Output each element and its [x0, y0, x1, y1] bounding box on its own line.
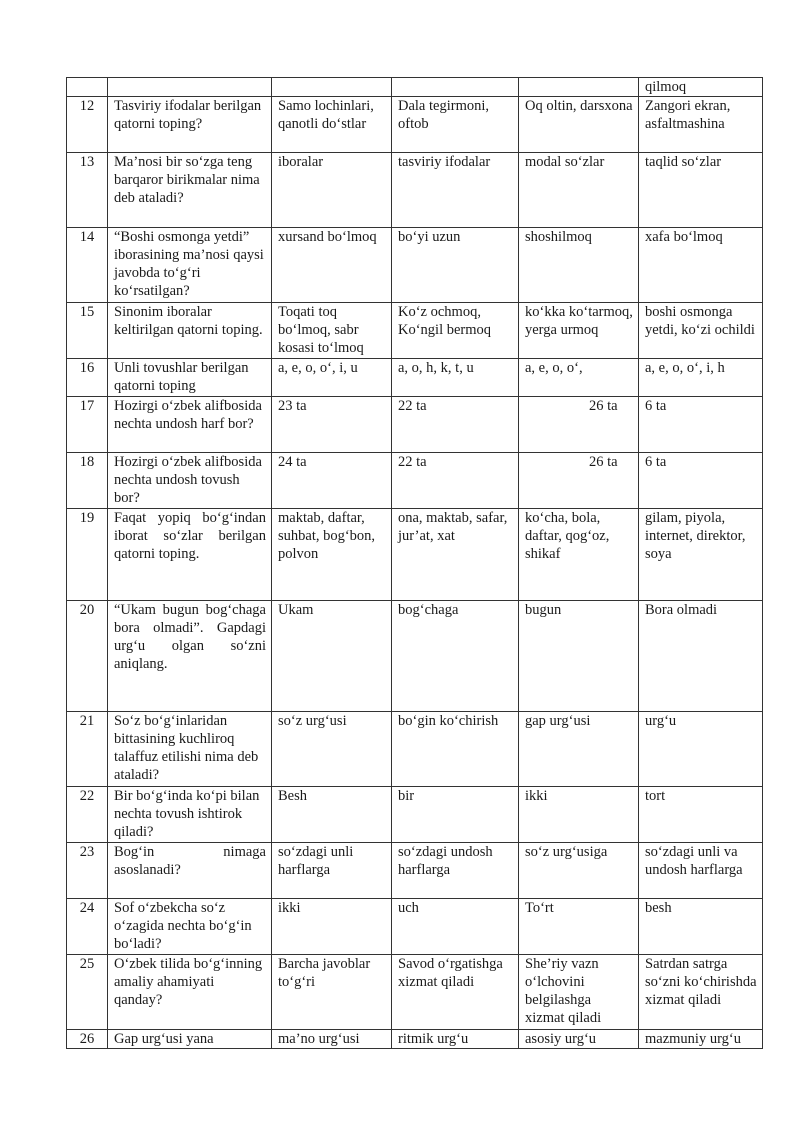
question-number: 18	[67, 453, 108, 509]
question-number: 20	[67, 601, 108, 712]
option-a: ma’no urg‘usi	[272, 1030, 392, 1049]
table-row	[67, 899, 763, 955]
option-d: Bora olmadi	[639, 601, 763, 712]
option-b: Savod o‘rgatishga xizmat qiladi	[392, 955, 519, 1030]
table-row	[67, 453, 763, 509]
option-a: so‘zdagi unli harflarga	[272, 843, 392, 899]
table-row	[67, 97, 763, 153]
table-row	[67, 601, 763, 712]
question-text: “Ukam bugun bog‘chaga bora olmadi”. Gapdagi urg‘u olgan so‘zni aniqlang.	[108, 601, 272, 712]
option-c: shoshilmoq	[519, 228, 639, 303]
option-c: ko‘kka ko‘tarmoq, yerga urmoq	[519, 303, 639, 359]
question-number: 14	[67, 228, 108, 303]
question-number: 24	[67, 899, 108, 955]
option-b: bog‘chaga	[392, 601, 519, 712]
question-number: 13	[67, 153, 108, 228]
question-text	[108, 78, 272, 97]
question-number: 25	[67, 955, 108, 1030]
option-d: mazmuniy urg‘u	[639, 1030, 763, 1049]
question-number: 12	[67, 97, 108, 153]
option-d: Zangori ekran, asfaltmashina	[639, 97, 763, 153]
option-d: urg‘u	[639, 712, 763, 787]
question-number: 26	[67, 1030, 108, 1049]
option-b: bo‘gin ko‘chirish	[392, 712, 519, 787]
option-c: bugun	[519, 601, 639, 712]
option-d: besh	[639, 899, 763, 955]
option-b	[392, 78, 519, 97]
question-text: Bog‘in nimaga asoslanadi?	[108, 843, 272, 899]
question-number: 23	[67, 843, 108, 899]
option-a: maktab, daftar, suhbat, bog‘bon, polvon	[272, 509, 392, 601]
option-d: taqlid so‘zlar	[639, 153, 763, 228]
quiz-table	[66, 77, 763, 1049]
option-c: gap urg‘usi	[519, 712, 639, 787]
option-a: xursand bo‘lmoq	[272, 228, 392, 303]
option-b: Dala tegirmoni, oftob	[392, 97, 519, 153]
question-text: So‘z bo‘g‘inlaridan bittasining kuchliroq talaffuz etilishi nima deb ataladi?	[108, 712, 272, 787]
table-row	[67, 228, 763, 303]
option-b: ona, maktab, safar, jur’at, xat	[392, 509, 519, 601]
option-a: Besh	[272, 787, 392, 843]
option-a: Toqati toq bo‘lmoq, sabr kosasi to‘lmoq	[272, 303, 392, 359]
option-d: qilmoq	[639, 78, 763, 97]
option-c: asosiy urg‘u	[519, 1030, 639, 1049]
option-d: 6 ta	[639, 397, 763, 453]
option-a: Barcha javoblar to‘g‘ri	[272, 955, 392, 1030]
question-number	[67, 78, 108, 97]
option-b: 22 ta	[392, 397, 519, 453]
option-d: a, e, o, o‘, i, h	[639, 359, 763, 397]
table-row	[67, 712, 763, 787]
question-text: Hozirgi o‘zbek alifbosida nechta undosh harf bor?	[108, 397, 272, 453]
table-row	[67, 153, 763, 228]
option-a: Ukam	[272, 601, 392, 712]
option-b: Ko‘z ochmoq, Ko‘ngil bermoq	[392, 303, 519, 359]
option-b: uch	[392, 899, 519, 955]
option-c: a, e, o, o‘,	[519, 359, 639, 397]
option-c: modal so‘zlar	[519, 153, 639, 228]
option-c: 26 ta	[519, 453, 639, 509]
question-number: 21	[67, 712, 108, 787]
table-row	[67, 1030, 763, 1049]
table-row	[67, 78, 763, 97]
question-text: Tasviriy ifodalar berilgan qatorni toping?	[108, 97, 272, 153]
question-text: Unli tovushlar berilgan qatorni toping	[108, 359, 272, 397]
option-c: Oq oltin, darsxona	[519, 97, 639, 153]
question-number: 15	[67, 303, 108, 359]
table-row	[67, 509, 763, 601]
option-c	[519, 78, 639, 97]
question-number: 19	[67, 509, 108, 601]
question-text: Faqat yopiq bo‘g‘indan iborat so‘zlar berilgan qatorni toping.	[108, 509, 272, 601]
table-row	[67, 955, 763, 1030]
question-text: Ma’nosi bir so‘zga teng barqaror birikmalar nima deb ataladi?	[108, 153, 272, 228]
question-text: O‘zbek tilida bo‘g‘inning amaliy ahamiyati qanday?	[108, 955, 272, 1030]
table-row	[67, 397, 763, 453]
option-c: so‘z urg‘usiga	[519, 843, 639, 899]
option-b: tasviriy ifodalar	[392, 153, 519, 228]
question-text: Hozirgi o‘zbek alifbosida nechta undosh tovush bor?	[108, 453, 272, 509]
option-c: ko‘cha, bola, daftar, qog‘oz, shikaf	[519, 509, 639, 601]
option-a	[272, 78, 392, 97]
option-b: ritmik urg‘u	[392, 1030, 519, 1049]
question-number: 17	[67, 397, 108, 453]
question-text: Sinonim iboralar keltirilgan qatorni toping.	[108, 303, 272, 359]
option-a: 23 ta	[272, 397, 392, 453]
question-text: “Boshi osmonga yetdi” iborasining ma’nosi qaysi javobda to‘g‘ri ko‘rsatilgan?	[108, 228, 272, 303]
option-d: tort	[639, 787, 763, 843]
option-b: 22 ta	[392, 453, 519, 509]
question-number: 16	[67, 359, 108, 397]
option-d: xafa bo‘lmoq	[639, 228, 763, 303]
option-b: bo‘yi uzun	[392, 228, 519, 303]
option-b: bir	[392, 787, 519, 843]
option-d: so‘zdagi unli va undosh harflarga	[639, 843, 763, 899]
question-text: Bir bo‘g‘inda ko‘pi bilan nechta tovush ishtirok qiladi?	[108, 787, 272, 843]
table-row	[67, 787, 763, 843]
option-d: gilam, piyola, internet, direktor, soya	[639, 509, 763, 601]
option-a: ikki	[272, 899, 392, 955]
question-number: 22	[67, 787, 108, 843]
option-d: 6 ta	[639, 453, 763, 509]
table-row	[67, 359, 763, 397]
option-d: boshi osmonga yetdi, ko‘zi ochildi	[639, 303, 763, 359]
option-c: To‘rt	[519, 899, 639, 955]
option-d: Satrdan satrga so‘zni ko‘chirishda xizmat qiladi	[639, 955, 763, 1030]
table-row	[67, 303, 763, 359]
option-a: Samo lochinlari, qanotli do‘stlar	[272, 97, 392, 153]
option-c: 26 ta	[519, 397, 639, 453]
option-c: ikki	[519, 787, 639, 843]
option-b: a, o, h, k, t, u	[392, 359, 519, 397]
option-b: so‘zdagi undosh harflarga	[392, 843, 519, 899]
question-text: Gap urg‘usi yana	[108, 1030, 272, 1049]
option-a: 24 ta	[272, 453, 392, 509]
option-a: so‘z urg‘usi	[272, 712, 392, 787]
option-a: a, e, o, o‘, i, u	[272, 359, 392, 397]
table-row	[67, 843, 763, 899]
option-a: iboralar	[272, 153, 392, 228]
option-c: She’riy vazn o‘lchovini belgilashga xizmat qiladi	[519, 955, 639, 1030]
question-text: Sof o‘zbekcha so‘z o‘zagida nechta bo‘g‘in bo‘ladi?	[108, 899, 272, 955]
